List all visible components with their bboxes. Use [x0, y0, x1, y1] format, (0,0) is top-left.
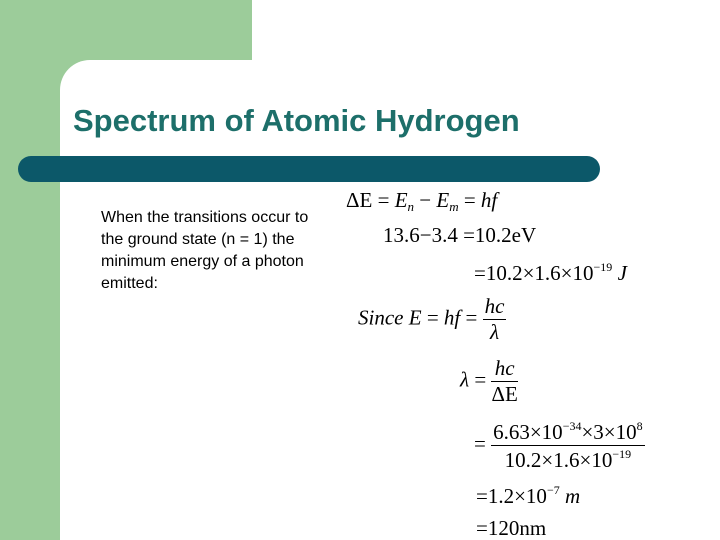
planck-exponent: −34 [562, 419, 582, 433]
fraction-hc-over-lambda [483, 296, 507, 343]
fraction-hc-over-delta-e [491, 358, 517, 405]
energy-exponent: −19 [612, 447, 632, 461]
fraction-numerator [491, 420, 645, 446]
since-label: Since [358, 305, 404, 330]
wavelength-meters-exponent: −7 [546, 483, 560, 497]
background-accent-left [0, 0, 60, 540]
light-speed-exponent: 8 [636, 419, 643, 433]
fraction-denominator: λ [489, 320, 500, 344]
title-divider-bar [18, 156, 600, 182]
lambda-symbol: λ [460, 367, 470, 392]
equation-wavelength-nm: =120nm [476, 516, 547, 540]
wavelength-meters-value: =1.2×10 [476, 484, 547, 508]
energy-joules-unit: J [617, 261, 627, 285]
equation-energy-difference: $\Delta E = E_n - E_m$ = hf [346, 188, 498, 214]
wavelength-meters-unit: m [564, 484, 581, 508]
energy-joules-exponent: −19 [593, 260, 613, 274]
hf: hf [480, 188, 498, 212]
fraction-denominator: ΔE [491, 382, 518, 406]
slide-title: Spectrum of Atomic Hydrogen [73, 103, 520, 138]
energy-joules-value: =10.2×1.6×10 [474, 261, 594, 285]
equation-since: Since E = hf = $\frac{hc}{\lambda}$ [358, 294, 505, 344]
fraction-substitution [491, 420, 645, 471]
fraction-numerator: hc [491, 358, 517, 382]
equation-energy-joules [474, 261, 627, 284]
light-speed: ×3×10 [581, 420, 637, 444]
fraction-numerator: hc [484, 294, 505, 318]
energy-value: 10.2×1.6×10 [504, 448, 613, 472]
body-text: When the transitions occur to the ground state (n = 1) the minimum energy of a photon emitted: [101, 209, 309, 292]
equation-energy-ev: 13.6−3.4 =10.2eV [383, 223, 537, 247]
fraction-denominator [491, 446, 645, 471]
planck-constant: 6.63×10 [493, 420, 563, 444]
equation-wavelength-meters [476, 484, 580, 507]
since-hf: hf [443, 305, 461, 330]
equation-wavelength-substitution: = $\frac{6.63\times 10^{-34}\times 3\times 10^8}{10.2\times 1.6\times 10^{-19}}$ [474, 419, 643, 472]
delta-e: ΔE [346, 188, 373, 212]
equation-wavelength: λ = $\frac{hc}{\Delta E}$ [460, 356, 518, 406]
